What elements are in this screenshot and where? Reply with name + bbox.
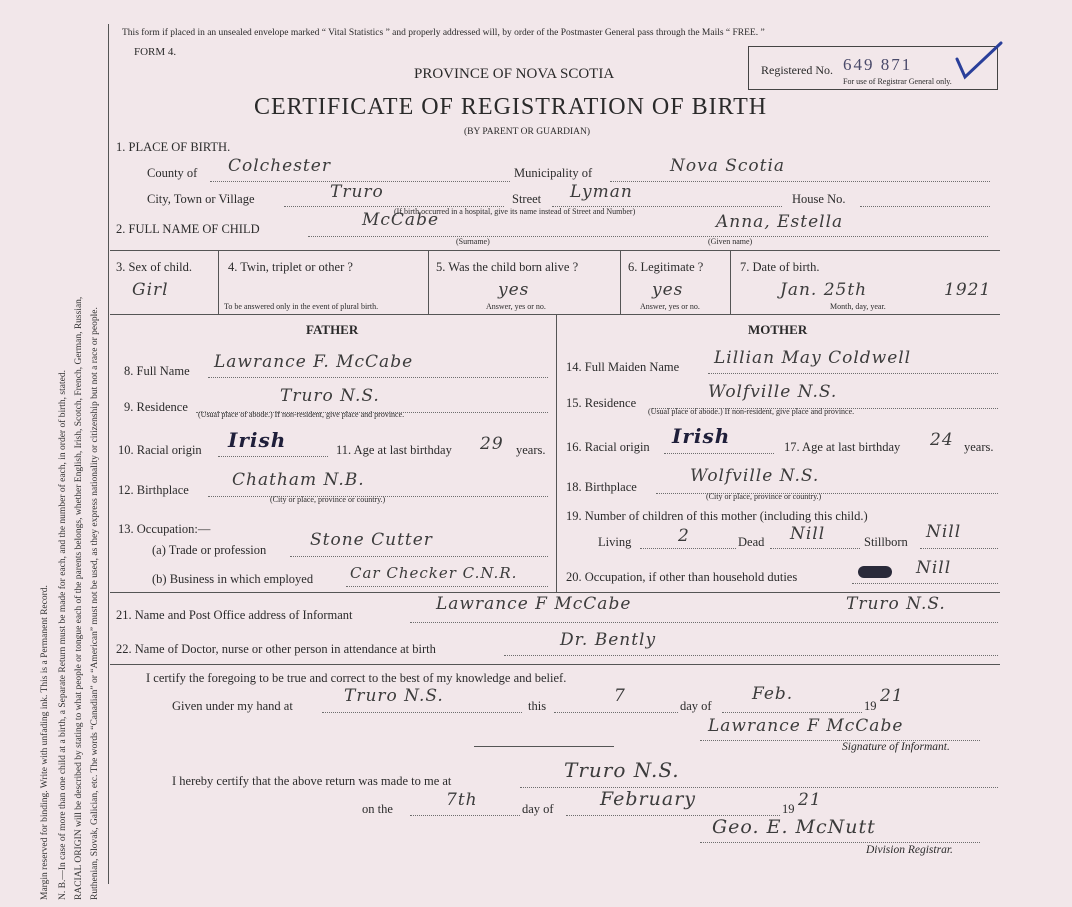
- father-birthplace-label: 12. Birthplace: [118, 483, 189, 497]
- stillborn-value: Nill: [926, 522, 962, 542]
- alive-value: yes: [498, 280, 530, 300]
- registrar-year: 21: [798, 790, 822, 810]
- registered-label: Registered No.: [761, 63, 833, 77]
- mother-age-label: 17. Age at last birthday: [784, 440, 901, 454]
- father-trade: Stone Cutter: [310, 530, 433, 550]
- mother-occupation: Nill: [916, 558, 952, 578]
- form-number: FORM 4.: [134, 46, 177, 58]
- county-label: County of: [147, 166, 198, 180]
- informant-signature: Lawrance F McCabe: [708, 716, 904, 736]
- date-value: Jan. 25th: [780, 280, 868, 300]
- twin-label: 4. Twin, triplet or other ?: [228, 260, 353, 274]
- legitimate-note: Answer, yes or no.: [640, 302, 700, 311]
- father-birthplace-note: (City or place, province or country.): [270, 495, 386, 504]
- given-name-note: (Given name): [708, 237, 753, 246]
- father-age: 29: [480, 434, 504, 454]
- given-year: 21: [880, 686, 904, 706]
- given-day-of-label: day of: [680, 699, 712, 713]
- legitimate-value: yes: [652, 280, 684, 300]
- margin-racial-note-2: Ruthenian, Slovak, Galician, etc. The words “Canadian” or “American” must not be used, as they express nationality or citizenship but not a race or people.: [90, 307, 100, 900]
- registrar-day-of-label: day of: [522, 802, 554, 816]
- given-place: Truro N.S.: [344, 686, 444, 706]
- doctor-label: 22. Name of Doctor, nurse or other person in attendance at birth: [116, 642, 436, 656]
- mother-children-label: 19. Number of children of this mother (including this child.): [566, 509, 868, 523]
- father-birthplace: Chatham N.B.: [232, 470, 365, 490]
- given-day: 7: [614, 686, 626, 706]
- registrar-year-prefix: 19: [782, 802, 795, 816]
- dead-value: Nill: [790, 524, 826, 544]
- street-label: Street: [512, 192, 542, 206]
- legitimate-label: 6. Legitimate ?: [628, 260, 704, 274]
- father-years-label: years.: [516, 443, 546, 457]
- father-residence: Truro N.S.: [280, 386, 380, 406]
- alive-note: Answer, yes or no.: [486, 302, 546, 311]
- municipality-label: Municipality of: [514, 166, 593, 180]
- street-value: Lyman: [570, 182, 633, 202]
- informant-signature-label: Signature of Informant.: [842, 741, 950, 753]
- father-business: Car Checker C.N.R.: [350, 564, 518, 582]
- registrar-signature-label: Division Registrar.: [866, 844, 953, 856]
- father-heading: FATHER: [306, 322, 359, 337]
- page-title: CERTIFICATE OF REGISTRATION OF BIRTH: [254, 94, 768, 120]
- sex-value: Girl: [132, 280, 169, 300]
- father-occupation-label: 13. Occupation:—: [118, 522, 211, 536]
- registered-number: 649 871: [843, 55, 913, 74]
- father-residence-note: (Usual place of abode.) If non-resident, give place and province.: [198, 410, 405, 419]
- given-year-prefix: 19: [864, 699, 877, 713]
- child-given-name: Anna, Estella: [716, 212, 844, 232]
- province-heading: PROVINCE OF NOVA SCOTIA: [414, 66, 615, 82]
- registered-box: [748, 46, 998, 90]
- checkmark-icon: [949, 41, 1009, 85]
- father-residence-label: 9. Residence: [124, 400, 188, 414]
- registrar-month: February: [600, 788, 697, 810]
- alive-label: 5. Was the child born alive ?: [436, 260, 579, 274]
- date-label: 7. Date of birth.: [740, 260, 820, 274]
- child-surname: McCabe: [362, 210, 440, 230]
- margin-racial-note: RACIAL ORIGIN will be described by stating to what people or tongue each of the parents belongs, whether English, Irish, Scotch, French, German, Russian,: [74, 296, 84, 900]
- hospital-note: (If birth occurred in a hospital, give its name instead of Street and Number): [394, 207, 636, 216]
- doctor-name: Dr. Bently: [560, 630, 657, 650]
- mother-residence-label: 15. Residence: [566, 396, 637, 410]
- living-value: 2: [678, 526, 690, 546]
- living-label: Living: [598, 535, 632, 549]
- registrar-day: 7th: [446, 790, 478, 810]
- father-business-label: (b) Business in which employed: [152, 572, 314, 586]
- registrar-signature: Geo. E. McNutt: [712, 816, 876, 838]
- father-trade-label: (a) Trade or profession: [152, 543, 267, 557]
- mother-residence: Wolfville N.S.: [708, 382, 838, 402]
- margin-binding-note: Margin reserved for binding. Write with unfading ink. This is a Permanent Record.: [40, 585, 50, 900]
- informant-name: Lawrance F McCabe: [436, 594, 632, 614]
- child-name-label: 2. FULL NAME OF CHILD: [116, 222, 260, 236]
- page-subtitle: (BY PARENT OR GUARDIAN): [464, 127, 591, 137]
- mother-heading: MOTHER: [748, 322, 808, 337]
- place-of-birth-heading: 1. PLACE OF BIRTH.: [116, 140, 231, 154]
- given-under-label: Given under my hand at: [172, 699, 293, 713]
- city-value: Truro: [330, 182, 384, 202]
- house-label: House No.: [792, 192, 846, 206]
- father-name-label: 8. Full Name: [124, 364, 190, 378]
- given-month: Feb.: [752, 684, 794, 704]
- mother-occupation-label: 20. Occupation, if other than household duties: [566, 570, 798, 584]
- father-age-label: 11. Age at last birthday: [336, 443, 452, 457]
- certify-statement: I certify the foregoing to be true and correct to the best of my knowledge and belief.: [146, 671, 567, 685]
- registrar-statement: I hereby certify that the above return was made to me at: [172, 774, 452, 788]
- this-label: this: [528, 699, 547, 713]
- mother-birthplace-label: 18. Birthplace: [566, 480, 637, 494]
- mother-age: 24: [930, 430, 954, 450]
- binding-margin-line: [108, 24, 109, 884]
- municipality-value: Nova Scotia: [670, 156, 786, 176]
- sex-label: 3. Sex of child.: [116, 260, 193, 274]
- mother-years-label: years.: [964, 440, 994, 454]
- father-race: Irish: [228, 428, 287, 452]
- informant-label: 21. Name and Post Office address of Informant: [116, 608, 353, 622]
- margin-nb-note: N. B.—In case of more than one child at a birth, a Separate Return must be made for each, and the number of each, in order of birth, stated.: [58, 370, 68, 900]
- city-label: City, Town or Village: [147, 192, 255, 206]
- twin-note: To be answered only in the event of plural birth.: [224, 302, 379, 311]
- date-note: Month, day, year.: [830, 302, 886, 311]
- mother-birthplace-note: (City or place, province or country.): [706, 492, 822, 501]
- scribble-mark: [858, 566, 892, 578]
- stillborn-label: Stillborn: [864, 535, 908, 549]
- county-value: Colchester: [228, 156, 331, 176]
- dead-label: Dead: [738, 535, 765, 549]
- mail-notice: This form if placed in an unsealed envelope marked “ Vital Statistics ” and properly addressed will, by order of the Postmaster General pass through the Mails “ FREE. ”: [122, 28, 765, 38]
- registrar-note: For use of Registrar General only.: [843, 77, 952, 86]
- mother-race: Irish: [672, 424, 731, 448]
- mother-race-label: 16. Racial origin: [566, 440, 650, 454]
- surname-note: (Surname): [456, 237, 490, 246]
- mother-name-label: 14. Full Maiden Name: [566, 360, 680, 374]
- mother-residence-note: (Usual place of abode.) If non-resident, give place and province.: [648, 407, 855, 416]
- father-name: Lawrance F. McCabe: [214, 352, 414, 372]
- on-the-label: on the: [362, 802, 393, 816]
- informant-address: Truro N.S.: [846, 594, 946, 614]
- year-value: 1921: [944, 280, 992, 300]
- registrar-place: Truro N.S.: [564, 758, 680, 782]
- mother-name: Lillian May Coldwell: [714, 348, 912, 368]
- father-race-label: 10. Racial origin: [118, 443, 202, 457]
- mother-birthplace: Wolfville N.S.: [690, 466, 820, 486]
